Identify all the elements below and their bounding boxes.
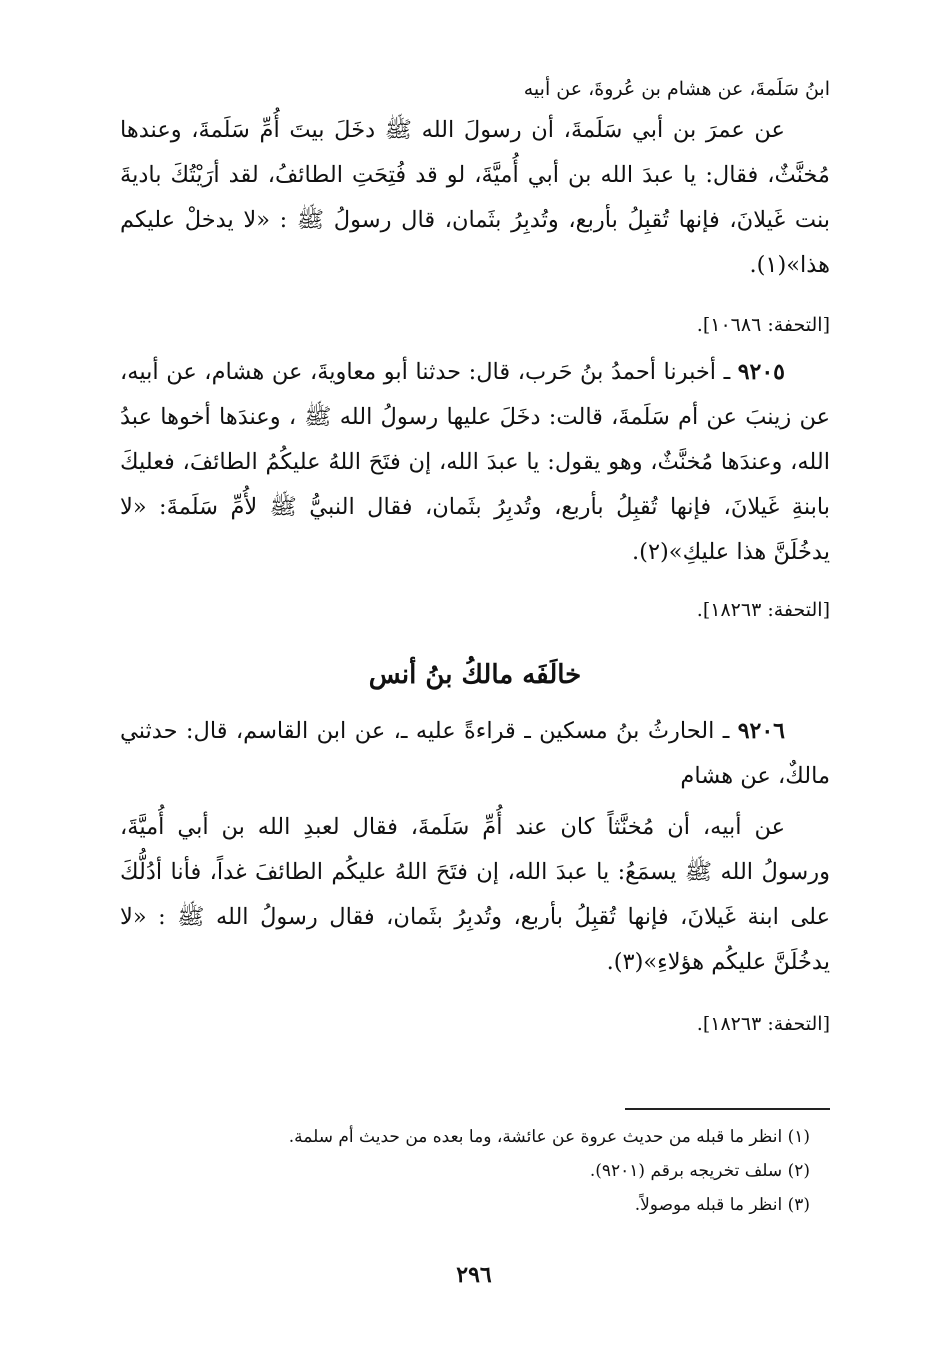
page-number: ٢٩٦ — [456, 1262, 492, 1288]
footnotes — [120, 1120, 810, 1222]
hadith-9204-isnad-tail: ابنُ سَلَمةَ، عن هشام بن عُروةَ، عن أبيه — [523, 78, 830, 100]
footnote-1: (١) انظر ما قبله من حديث عروة عن عائشة، وما بعده من حديث أم سلمة. — [288, 1127, 810, 1147]
footnote-2: (٢) سلف تخريجه برقم (٩٢٠١). — [589, 1161, 810, 1181]
footnote-3: (٣) انظر ما قبله موصولاً. — [634, 1195, 810, 1215]
hadith-number-9206: ٩٢٠٦ — [737, 718, 785, 744]
hadith-9205 — [120, 350, 830, 575]
page-body — [120, 70, 830, 1039]
hadith-9204-text: عن عمرَ بن أبي سَلَمةَ، أن رسولَ الله ﷺ دخَلَ بيتَ أُمِّ سَلَمةَ، وعندها مُخنَّثٌ، فقال: يا عبدَ الله بن أبي أُميَّةَ، لو قد فُتِحَتِ الطائفُ، لقد أرَيْتُكَ باديةَ بنت غَيلانَ، فإنها تُقبِلُ بأربع، وتُدبِرُ بثَمان، قال رسولُ ﷺ : «لا يدخلْ عليكم هذا»(١). — [120, 117, 830, 278]
tuhfa-reference-3: [التحفة: ١٨٢٦٣]. — [696, 1013, 830, 1035]
tuhfa-reference-1: [التحفة: ١٠٦٨٦]. — [696, 314, 830, 336]
tuhfa-reference-2: [التحفة: ١٨٢٦٣]. — [696, 599, 830, 621]
hadith-9206-isnad-text: ـ الحارثُ بنُ مسكين ـ قراءةً عليه ـ، عن ابن القاسم، قال: حدثني مالكٌ، عن هشام — [120, 718, 830, 789]
hadith-9205-text: ـ أخبرنا أحمدُ بنُ حَرب، قال: حدثنا أبو معاويةَ، عن هشام، عن أبيه، عن زينبَ عن أم سَلَمةَ، قالت: دخَلَ عليها رسولُ الله ﷺ ، وعندَها أخوها عبدُ الله، وعندَها مُخنَّثٌ، وهو يقول: يا عبدَ الله، إن فتَحَ اللهُ عليكُمُ الطائفَ، فعليكَ بابنةِ غَيلانَ، فإنها تُقبِلُ بأربع، وتُدبِرُ بثَمان، فقال النبيُّ ﷺ لأُمِّ سَلَمةَ: «لا يدخُلَنَّ هذا عليكِ»(٢). — [120, 359, 830, 565]
hadith-9206-text: عن أبيه، أن مُخنَّثاً كان عند أُمِّ سَلَمةَ، فقال لعبدِ الله بن أبي أُميَّةَ، ورسولُ الله ﷺ يسمَعُ: يا عبدَ الله، إن فتَحَ اللهُ عليكُم الطائفَ غداً، فأنا أدُلُّكَ على ابنة غَيلانَ، فإنها تُقبِلُ بأربع، وتُدبِرُ بثَمان، فقال رسولُ الله ﷺ : «لا يدخُلَنَّ عليكُم هؤلاءِ»(٣). — [120, 814, 830, 975]
hadith-number-9205: ٩٢٠٥ — [737, 359, 785, 385]
hadith-9206-isnad — [120, 709, 830, 799]
footnote-divider — [625, 1108, 830, 1110]
section-heading: خالَفَه مالكُ بنُ أنس — [368, 660, 582, 690]
